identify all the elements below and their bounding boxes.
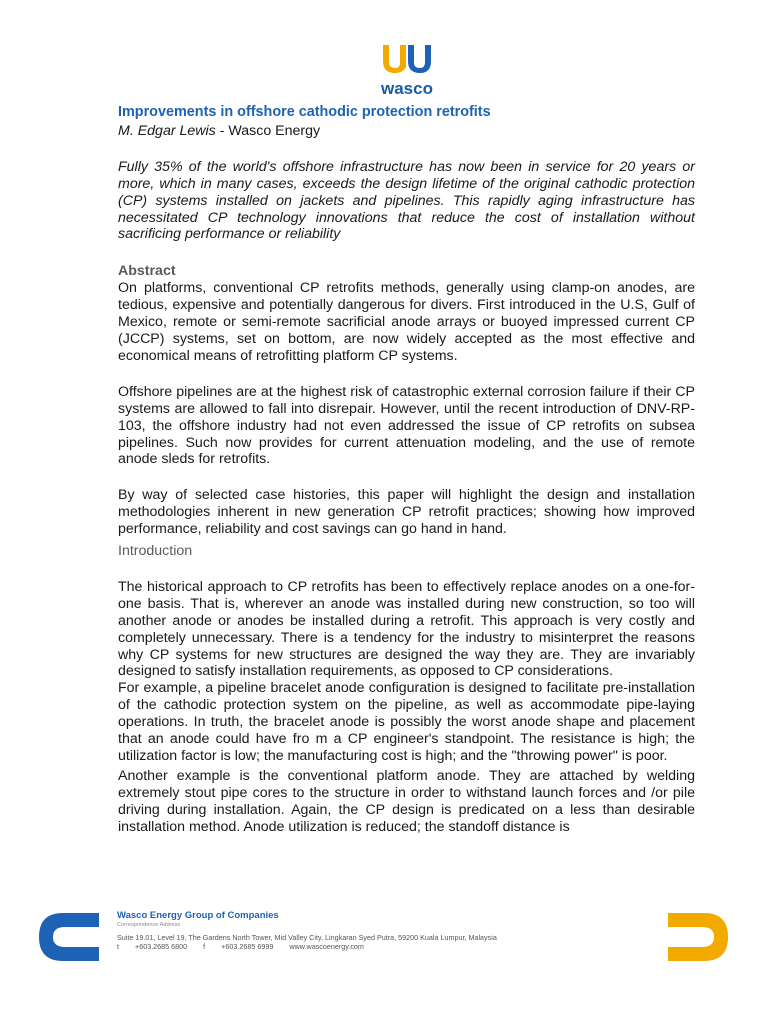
abstract-paragraph-1: On platforms, conventional CP retrofits methods, generally using clamp-on anodes, are tedious, expensive and potentially dangerous for divers. First introduced in the U.S, Gulf of Mexico, remote or semi-remote sacrificial anode arrays or buoyed impressed current CP (JCCP) systems, set on bottom, are now widely accepted as the most effective and economical means of retrofitting platform CP systems. — [118, 280, 695, 364]
footer-company: Wasco Energy Group of Companies — [117, 910, 279, 921]
footer-correspondence-label: Correspondence Address — [117, 922, 181, 928]
author-line — [118, 123, 695, 140]
document-body — [118, 104, 695, 836]
phone-label: t — [117, 942, 119, 951]
footer-contacts — [117, 942, 497, 951]
wasco-logo-icon — [379, 43, 435, 79]
introduction-heading: Introduction — [118, 543, 193, 560]
introduction-paragraph-2: For example, a pipeline bracelet anode configuration is designed to facilitate pre-installation of the cathodic protection system on the pipeline, as well as accommodate pipe-laying operations. In truth, the bracelet anode is possibly the worst anode shape and placement that an anode could have fro m a CP engineer's standpoint. The resistance is high; the utilization factor is low; the manufacturing cost is high; and the "throwing power" is poor. — [118, 680, 695, 764]
wasco-logo — [379, 43, 435, 99]
left-bracket-icon — [39, 913, 99, 961]
introduction-paragraph-1: The historical approach to CP retrofits has been to effectively replace anodes on a one-for-one basis. That is, wherever an anode was installed during new construction, so too will another anode or anodes be installed during a retrofit. This approach is very costly and completely unnecessary. There is a tendency for the industry to misinterpret the reasons why CP systems for new structures are designed the way they are. They are invariably designed to satisfy installation requirements, as opposed to CP considerations. — [118, 578, 695, 680]
abstract-heading: Abstract — [118, 263, 176, 280]
lead-paragraph: Fully 35% of the world's offshore infrastructure has now been in service for 20 years or more, which in many cases, exceeds the design lifetime of the original cathodic protection (CP) systems installed on jackets and pipelines. This rapidly aging infrastructure has necessitated CP technology innovations that reduce the cost of installation without sacrificing performance or reliability — [118, 158, 695, 243]
abstract-paragraph-2: Offshore pipelines are at the highest risk of catastrophic external corrosion failure if their CP systems are allowed to fall into disrepair. However, until the recent introduction of DNV-RP-103, the offshore industry had not even addressed the issue of CP retrofits on subsea pipelines. Such now provides for current attenuation modeling, and the use of remote anode sleds for retrofits. — [118, 383, 695, 468]
footer-address: Suite 19.01, Level 19, The Gardens North Tower, Mid Valley City, Lingkaran Syed Putra, 59200 Kuala Lumpur, Malaysia — [117, 933, 497, 942]
author-name: M. Edgar Lewis — [118, 122, 216, 139]
fax-label: f — [203, 942, 206, 951]
right-bracket-icon — [668, 913, 728, 961]
phone-number: +603.2685 6800 — [135, 942, 188, 951]
author-separator: - — [215, 122, 229, 139]
document-title: Improvements in offshore cathodic protection retrofits — [118, 104, 491, 120]
author-org: Wasco Energy — [228, 122, 321, 139]
footer — [117, 911, 497, 951]
introduction-paragraph-3: Another example is the conventional platform anode. They are attached by welding extremely stout pipe cores to the structure in order to withstand launch forces and /or pile driving during installation. Again, the CP design is predicated on a less than desirable installation method. Anode utilization is reduced; the standoff distance is — [118, 767, 695, 835]
fax-number: +603.2685 6999 — [221, 942, 274, 951]
abstract-paragraph-3: By way of selected case histories, this paper will highlight the design and installation methodologies inherent in new generation CP retrofit practices; showing how improved performance, reliability and cost savings can go hand in hand. — [118, 487, 695, 538]
website-link[interactable]: www.wascoenergy.com — [289, 942, 364, 951]
logo-wordmark: wasco — [381, 79, 433, 98]
